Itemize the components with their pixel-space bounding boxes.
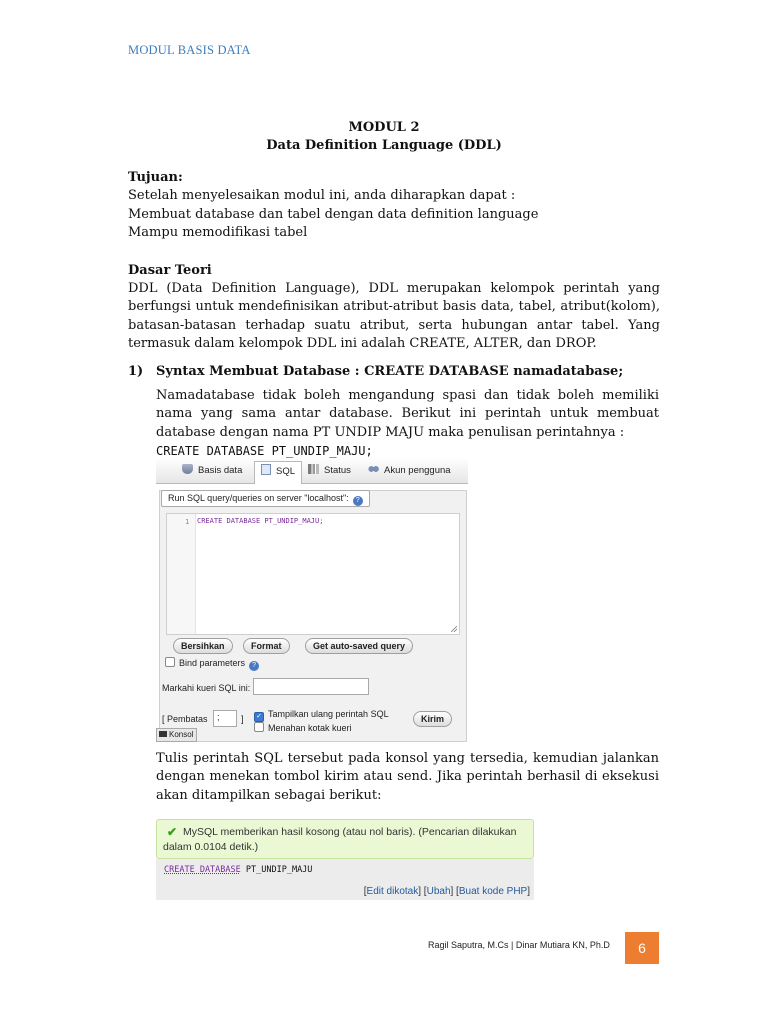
retain-query-option[interactable]: Menahan kotak kueri (254, 722, 352, 733)
retain-query-checkbox[interactable] (254, 722, 264, 732)
section-paragraph: Namadatabase tidak boleh mengandung spasi dan tidak boleh memiliki nama yang sama antar database. Berikut ini perintah untuk membuat database dengan nama PT UNDIP MAJU maka penulisan perintahnya : (156, 388, 659, 440)
executed-query: CREATE DATABASE PT_UNDIP_MAJU (164, 865, 313, 875)
tab-bar (156, 458, 468, 484)
dasar-teori-heading: Dasar Teori (128, 263, 212, 278)
status-chart-icon (308, 464, 319, 474)
tujuan-line-3: Mampu memodifikasi tabel (128, 225, 308, 240)
line-number: 1 (185, 518, 190, 526)
database-icon (182, 464, 193, 474)
help-icon[interactable]: ? (249, 661, 259, 671)
module-title: MODUL 2 (348, 120, 420, 135)
sql-query-text: CREATE DATABASE PT_UNDIP_MAJU; (197, 517, 324, 525)
page-number-badge: 6 (625, 932, 659, 964)
bind-parameters-checkbox[interactable] (165, 657, 175, 667)
query-actions: [Edit dikotak] [Ubah] [Buat kode PHP] (363, 886, 530, 897)
resize-handle-icon[interactable] (451, 626, 457, 632)
help-icon[interactable]: ? (353, 496, 363, 506)
format-button[interactable]: Format (243, 638, 290, 654)
tab-sql[interactable]: SQL (254, 461, 302, 484)
buat-kode-php-link[interactable]: Buat kode PHP (458, 886, 528, 897)
section-heading: Syntax Membuat Database : CREATE DATABASE namadatabase; (156, 364, 624, 379)
edit-dikotak-link[interactable]: Edit dikotak (366, 886, 419, 897)
bind-parameters-option[interactable]: Bind parameters ? (165, 657, 259, 671)
footer-authors: Ragil Saputra, M.Cs | Dinar Mutiara KN, Ph.D (428, 940, 610, 950)
executed-query-box (156, 859, 534, 900)
running-header: MODUL BASIS DATA (128, 43, 251, 57)
delimiter-input[interactable]: ; (213, 710, 237, 727)
delimiter-label: [ Pembatas (162, 714, 208, 724)
tab-basis-data[interactable]: Basis data (182, 463, 242, 479)
query-result-screenshot (156, 819, 534, 900)
get-auto-saved-query-button[interactable]: Get auto-saved query (305, 638, 413, 654)
code-example: CREATE DATABASE PT_UNDIP_MAJU; (156, 444, 373, 458)
section-number: 1) (128, 364, 144, 379)
module-subtitle: Data Definition Language (DDL) (266, 138, 502, 153)
tab-akun-pengguna[interactable]: Akun pengguna (368, 463, 451, 479)
tujuan-line-2: Membuat database dan tabel dengan data definition language (128, 207, 539, 222)
users-icon (368, 464, 379, 474)
ubah-link[interactable]: Ubah (426, 886, 451, 897)
sql-query-editor[interactable] (166, 513, 460, 635)
line-gutter (167, 514, 196, 634)
sql-document-icon (261, 464, 271, 475)
checkmark-icon: ✔ (167, 825, 178, 839)
dasar-teori-paragraph: DDL (Data Definition Language), DDL merupakan kelompok perintah yang berfungsi untuk mendefinisikan atribut-atribut basis data, tabel, atribut(kolom), batasan-batasan terhadap suatu atribut, serta hubungan antar tabel. Yang termasuk dalam kelompok DDL ini adalah CREATE, ALTER, dan DROP. (128, 281, 660, 352)
sql-console-screenshot (156, 458, 468, 741)
kirim-button[interactable]: Kirim (413, 711, 452, 727)
bookmark-label: Markahi kueri SQL ini: (162, 683, 251, 693)
bersihkan-button[interactable]: Bersihkan (173, 638, 233, 654)
tujuan-heading: Tujuan: (128, 170, 183, 185)
delimiter-close: ] (241, 714, 244, 724)
tujuan-line-1: Setelah menyelesaikan modul ini, anda diharapkan dapat : (128, 188, 516, 203)
show-query-checkbox[interactable]: ✓ (254, 712, 264, 722)
show-query-option[interactable]: ✓ Tampilkan ulang perintah SQL (254, 709, 389, 722)
terminal-icon (159, 731, 167, 737)
success-message: ✔ MySQL memberikan hasil kosong (atau nol baris). (Pencarian dilakukan dalam 0.0104 detik.) (156, 819, 534, 859)
section-paragraph-2: Tulis perintah SQL tersebut pada konsol yang tersedia, kemudian jalankan dengan menekan tombol kirim atau send. Jika perintah berhasil di eksekusi akan ditampilkan sebagai berikut: (156, 751, 659, 803)
bookmark-input[interactable] (253, 678, 369, 695)
console-toggle[interactable]: Konsol (156, 728, 197, 742)
tab-status[interactable]: Status (308, 463, 351, 479)
sql-legend: Run SQL query/queries on server "localhost": ? (161, 490, 370, 507)
